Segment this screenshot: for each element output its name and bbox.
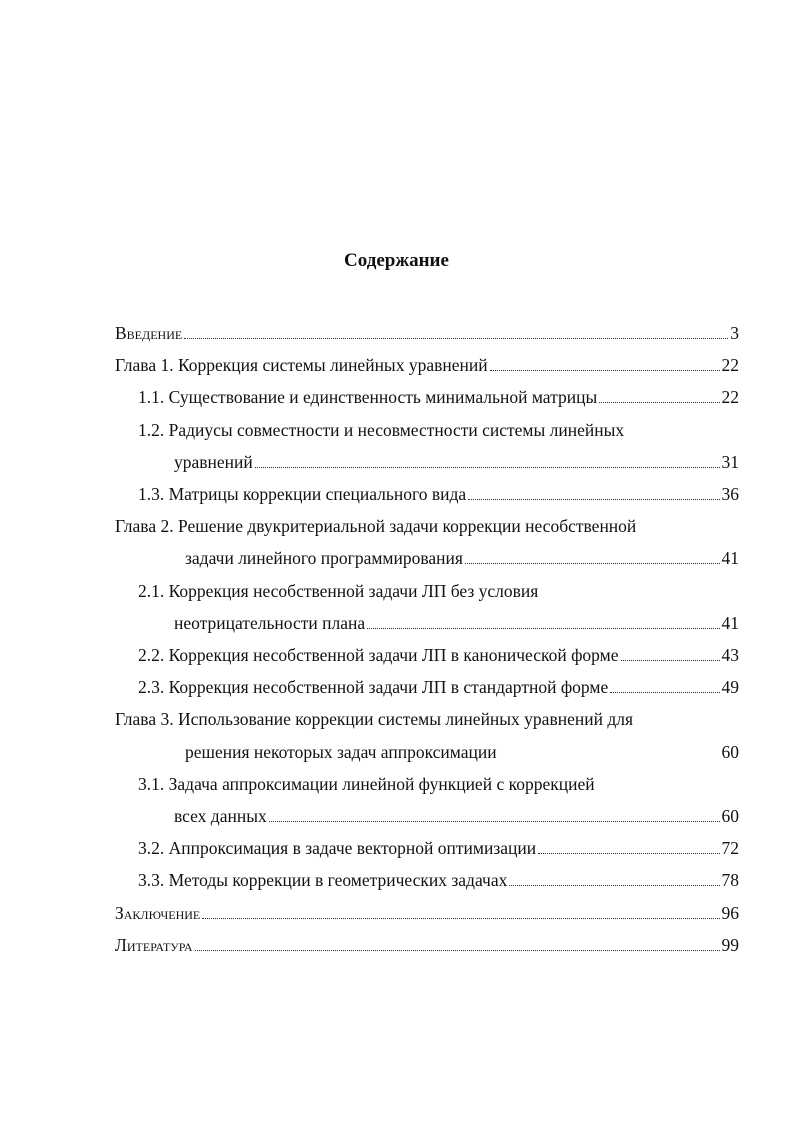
toc-entry-page: 60 (721, 806, 739, 826)
toc-entry (115, 314, 739, 344)
toc-entry (138, 668, 739, 698)
toc-entry (138, 411, 739, 441)
toc-entry (138, 636, 739, 666)
dot-leader (195, 949, 720, 951)
toc-entry-label: решения некоторых задач аппроксимации (185, 741, 497, 762)
toc-entry-label: 3.3. Методы коррекции в геометрических задачах (138, 870, 508, 891)
toc-entry-label: 1.3. Матрицы коррекции специального вида (138, 484, 467, 504)
toc-entry (138, 765, 739, 795)
toc-entry (185, 539, 739, 569)
toc-entry-page: 99 (721, 934, 739, 955)
toc-entry-page: 49 (721, 677, 739, 698)
toc-entry-page: 72 (721, 838, 739, 859)
toc-entry-page: 78 (721, 870, 739, 891)
toc-entry (115, 700, 739, 730)
toc-entry-label: Заключение (115, 902, 201, 923)
toc-entry-page: 22 (721, 387, 739, 408)
toc-entry-page: 41 (721, 548, 739, 569)
dot-leader (538, 852, 719, 854)
toc-entry-label: 2.3. Коррекция несобственной задачи ЛП в стандартной форме (138, 677, 609, 698)
toc-entry-label: 2.2. Коррекция несобственной задачи ЛП в канонической форме (138, 645, 619, 665)
toc-entry-label: всех данных (174, 806, 267, 826)
toc-entry-label: 1.2. Радиусы совместности и несовместности системы линейных (138, 419, 625, 440)
dot-leader (635, 724, 737, 725)
page-title: Содержание (344, 250, 449, 271)
dot-leader (610, 691, 719, 693)
toc-entry-label: уравнений (174, 451, 253, 472)
toc-entry-label: 3.1. Задача аппроксимации линейной функцией с коррекцией (138, 773, 595, 794)
dot-leader (465, 562, 720, 564)
toc-entry (138, 378, 739, 408)
toc-entry-label: Глава 3. Использование коррекции системы линейных уравнений для (115, 709, 634, 730)
toc-entry-page: 41 (721, 612, 739, 633)
dot-leader (621, 659, 720, 661)
toc-entry-page: 31 (721, 451, 739, 472)
dot-leader (490, 369, 720, 371)
toc-entry (174, 443, 739, 473)
toc-entry-label: 3.2. Аппроксимация в задаче векторной оптимизации (138, 838, 537, 859)
toc-entry-page: 60 (721, 741, 739, 762)
toc-entry-label: Введение (115, 323, 183, 343)
toc-entry (138, 572, 739, 602)
dot-leader (509, 884, 719, 886)
toc-entry (174, 604, 739, 634)
toc-entry-label: Глава 1. Коррекция системы линейных уравнений (115, 355, 488, 376)
toc-entry (138, 829, 739, 859)
toc-entry-page: 43 (721, 645, 739, 665)
toc-entry (138, 861, 739, 891)
dot-leader (269, 820, 720, 822)
toc-entry (115, 346, 739, 376)
toc-entry (174, 797, 739, 827)
dot-leader (499, 757, 720, 758)
toc-entry-page: 22 (721, 355, 739, 376)
toc-entry-label: Литература (115, 934, 193, 955)
dot-leader (202, 917, 719, 919)
dot-leader (626, 435, 737, 436)
toc-entry-label: задачи линейного программирования (185, 548, 463, 569)
toc-entry (185, 733, 739, 763)
toc-entry-page: 3 (730, 323, 739, 343)
toc-entry-label: 2.1. Коррекция несобственной задачи ЛП без условия (138, 580, 539, 601)
dot-leader (255, 466, 720, 468)
dot-leader (599, 401, 719, 403)
dot-leader (597, 789, 737, 790)
toc-entry (115, 894, 739, 924)
dot-leader (468, 498, 719, 500)
dot-leader (540, 596, 737, 597)
toc-entry (115, 926, 739, 956)
dot-leader (638, 531, 737, 532)
dot-leader (184, 337, 728, 339)
toc-entry-label: неотрицательности плана (174, 612, 366, 633)
toc-entry (115, 507, 739, 537)
toc-entry-page: 96 (721, 902, 739, 923)
toc-entry-label: Глава 2. Решение двукритериальной задачи коррекции несобственной (115, 516, 637, 537)
toc-entry (138, 475, 739, 505)
toc-entry-label: 1.1. Существование и единственность минимальной матрицы (138, 387, 598, 408)
toc-entry-page: 36 (721, 484, 739, 504)
dot-leader (367, 627, 719, 629)
